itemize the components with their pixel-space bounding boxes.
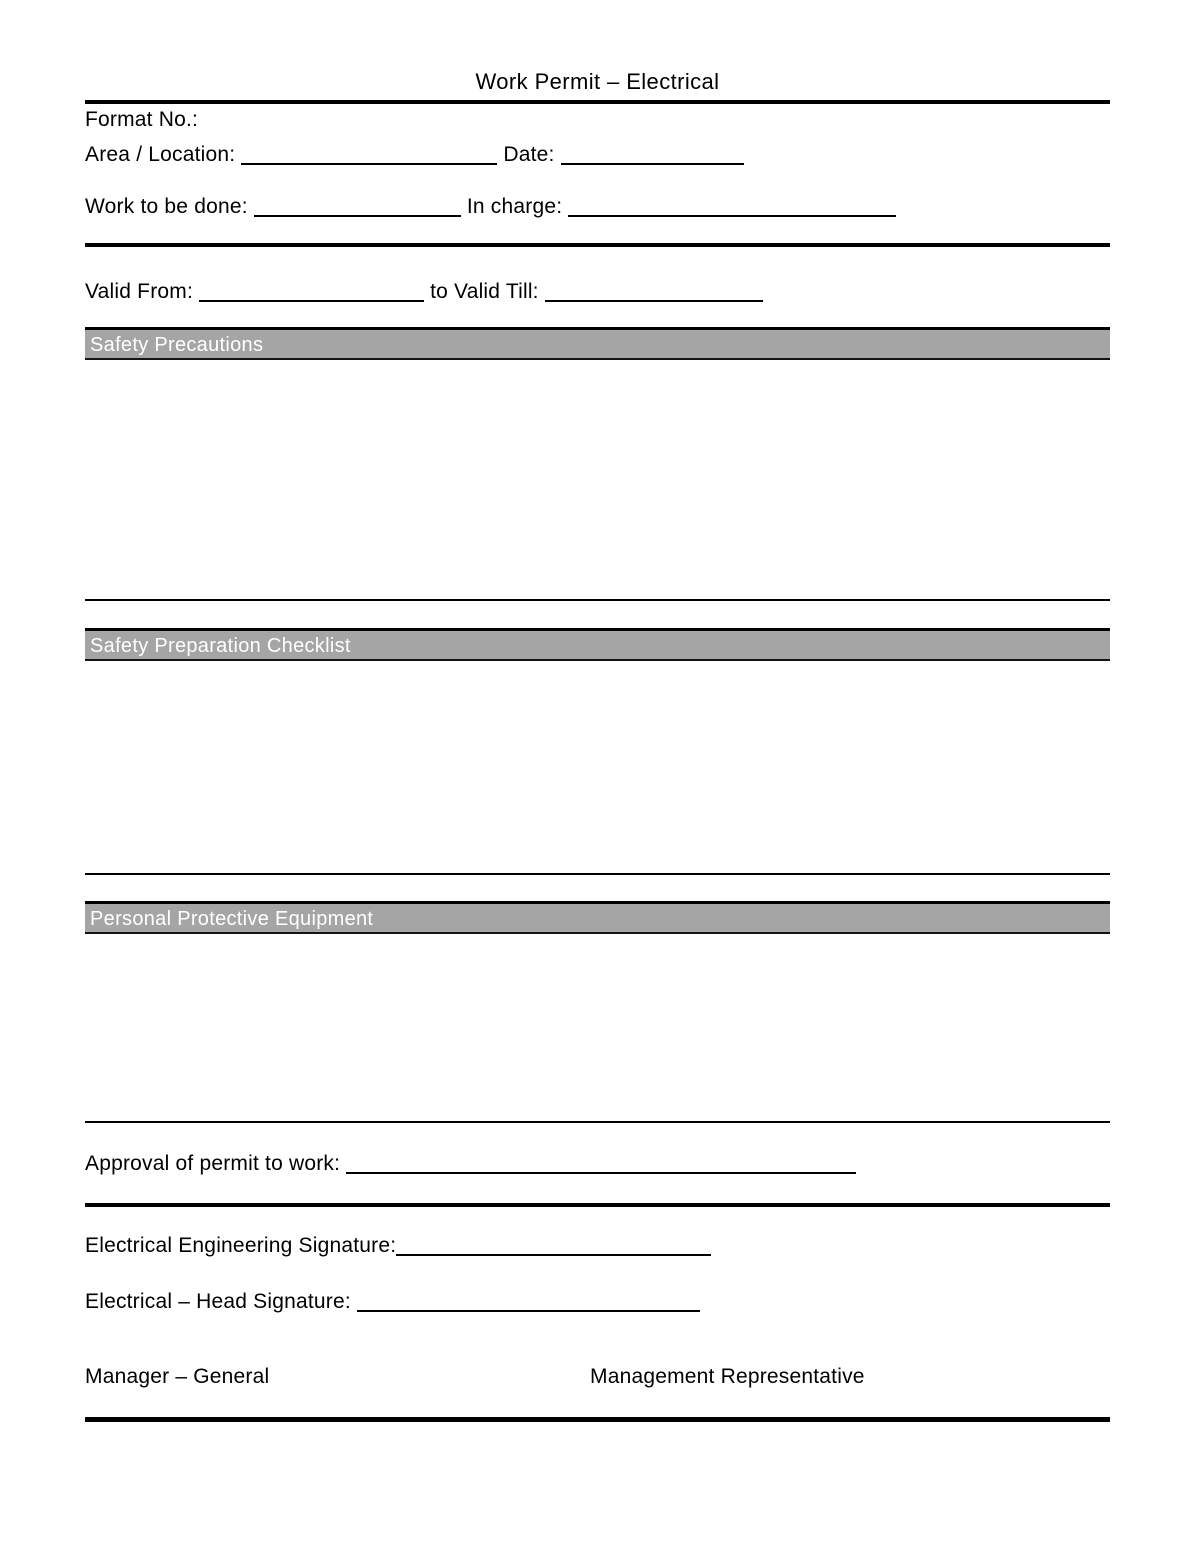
work-to-be-done-label: Work to be done: [85, 195, 248, 218]
valid-till-label: to Valid Till: [430, 280, 539, 303]
approval-row [85, 1152, 1110, 1176]
electrical-engineering-signature-label: Electrical Engineering Signature: [85, 1234, 397, 1257]
electrical-head-signature-row [85, 1290, 1110, 1314]
manager-general-label: Manager – General [85, 1365, 270, 1388]
horizontal-rule [85, 599, 1110, 601]
section-title: Safety Preparation Checklist [90, 635, 351, 657]
work-to-be-done-field[interactable] [254, 215, 461, 217]
horizontal-rule [85, 873, 1110, 875]
horizontal-rule [85, 1203, 1110, 1207]
date-label: Date: [503, 143, 555, 166]
format-no-row [85, 108, 1110, 132]
valid-row [85, 280, 1110, 304]
electrical-engineering-signature-row [85, 1234, 1110, 1258]
document-title: Work Permit – Electrical [85, 68, 1110, 104]
electrical-head-signature-label: Electrical – Head Signature: [85, 1290, 351, 1313]
section-title: Safety Precautions [90, 334, 264, 356]
section-header-personal-protective-equipment [85, 901, 1110, 934]
electrical-head-signature-field[interactable] [357, 1310, 700, 1312]
in-charge-field[interactable] [568, 215, 896, 217]
horizontal-rule [85, 1121, 1110, 1123]
work-row [85, 195, 1110, 219]
area-location-label: Area / Location: [85, 143, 236, 166]
approval-field[interactable] [346, 1172, 856, 1174]
management-representative-label: Management Representative [590, 1365, 865, 1388]
format-no-label: Format No.: [85, 108, 199, 131]
section-header-safety-precautions [85, 327, 1110, 360]
valid-till-field[interactable] [545, 300, 763, 302]
valid-from-field[interactable] [199, 300, 424, 302]
approval-label: Approval of permit to work: [85, 1152, 341, 1175]
in-charge-label: In charge: [466, 195, 563, 218]
area-location-row [85, 143, 1110, 167]
date-field[interactable] [561, 163, 744, 165]
area-location-field[interactable] [241, 163, 497, 165]
electrical-engineering-signature-field[interactable] [396, 1254, 711, 1256]
horizontal-rule [85, 1417, 1110, 1422]
valid-from-label: Valid From: [85, 280, 193, 303]
section-title: Personal Protective Equipment [90, 908, 374, 930]
section-header-safety-preparation-checklist [85, 628, 1110, 661]
horizontal-rule [85, 243, 1110, 247]
